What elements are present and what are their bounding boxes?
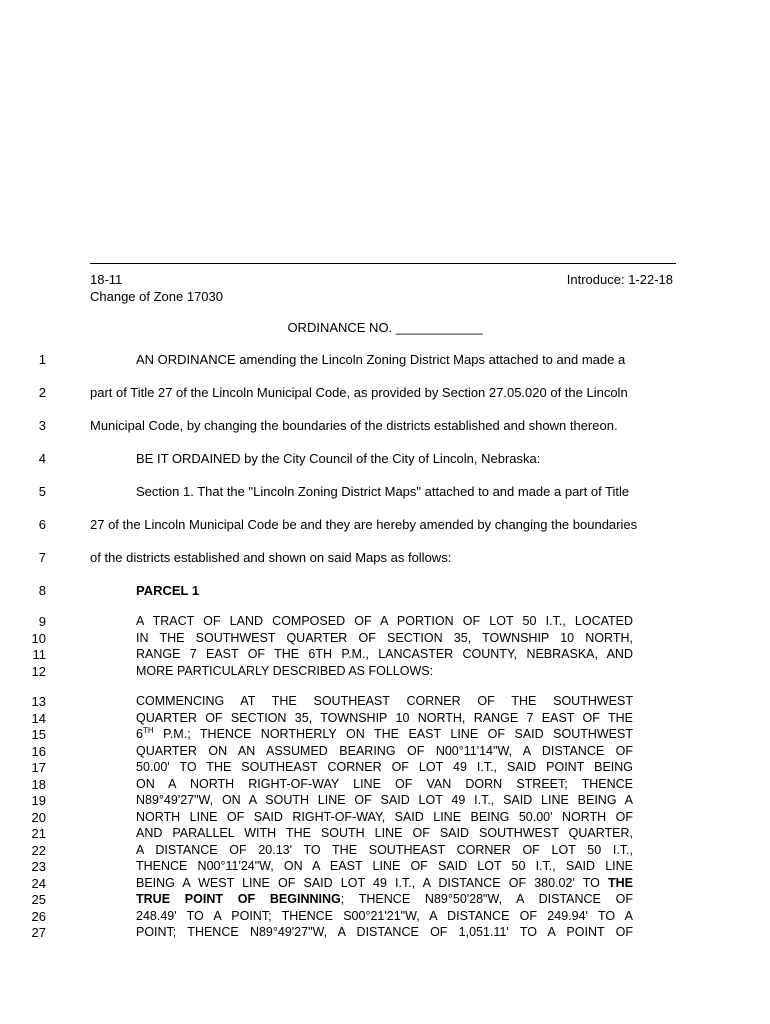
line-number: 8 [38, 583, 46, 598]
description-line: 50.00' TO THE SOUTHEAST CORNER OF LOT 49 I.T., SAID POINT BEING [136, 760, 633, 774]
body-line: of the districts established and shown on said Maps as follows: [90, 550, 452, 565]
top-rule [90, 263, 676, 264]
line-number: 15 [31, 727, 46, 742]
description-text: P.M.; THENCE NORTHERLY ON THE EAST LINE OF SAID SOUTHWEST [153, 727, 633, 741]
description-line: N89°49'27"W, ON A SOUTH LINE OF SAID LOT 49 I.T., SAID LINE BEING A [136, 793, 633, 807]
line-number: 19 [31, 793, 46, 808]
description-line: QUARTER OF SECTION 35, TOWNSHIP 10 NORTH, RANGE 7 EAST OF THE [136, 710, 633, 725]
description-line: THENCE N00°11'24"W, ON A EAST LINE OF SAID LOT 50 I.T., SAID LINE [136, 859, 633, 873]
description-line [136, 891, 633, 908]
description-text: BEING A WEST LINE OF SAID LOT 49 I.T., A DISTANCE OF 380.02' TO [136, 875, 608, 890]
introduce-date: Introduce: 1-22-18 [566, 272, 673, 287]
description-text: ; THENCE N89°50'28"W, A DISTANCE OF [340, 892, 633, 906]
description-line: 248.49' TO A POINT; THENCE S00°21'21"W, A DISTANCE OF 249.94' TO A [136, 908, 633, 923]
description-line: AND PARALLEL WITH THE SOUTH LINE OF SAID SOUTHWEST QUARTER, [136, 826, 633, 840]
tract-line: RANGE 7 EAST OF THE 6TH P.M., LANCASTER COUNTY, NEBRASKA, AND [136, 647, 633, 661]
body-line: AN ORDINANCE amending the Lincoln Zoning District Maps attached to and made a [136, 352, 626, 367]
description-line: POINT; THENCE N89°49'27"W, A DISTANCE OF 1,051.11' TO A POINT OF [136, 925, 633, 939]
body-line: 27 of the Lincoln Municipal Code be and they are hereby amended by changing the boundaries [90, 517, 638, 532]
description-line: QUARTER ON AN ASSUMED BEARING OF N00°11'14"W, A DISTANCE OF [136, 743, 633, 758]
doc-number: 18-11 [90, 272, 123, 287]
line-number: 26 [31, 908, 46, 924]
line-number: 9 [38, 614, 46, 629]
line-number: 20 [31, 809, 46, 825]
description-line: A DISTANCE OF 20.13' TO THE SOUTHEAST CORNER OF LOT 50 I.T., [136, 842, 633, 857]
tract-line: MORE PARTICULARLY DESCRIBED AS FOLLOWS: [136, 663, 434, 678]
line-number: 4 [38, 451, 46, 466]
line-number: 24 [31, 875, 46, 891]
line-number: 16 [31, 743, 46, 759]
description-line: ON A NORTH RIGHT-OF-WAY LINE OF VAN DORN STREET; THENCE [136, 776, 633, 791]
ordinance-title: ORDINANCE NO. ____________ [287, 320, 483, 335]
tract-line: IN THE SOUTHWEST QUARTER OF SECTION 35, TOWNSHIP 10 NORTH, [136, 630, 633, 645]
line-number: 10 [31, 630, 46, 646]
line-number: 17 [31, 760, 46, 775]
bold-text: THE [608, 875, 633, 890]
body-line: Municipal Code, by changing the boundaries of the districts established and shown thereon. [90, 418, 618, 433]
line-number: 18 [31, 776, 46, 792]
line-number: 14 [31, 710, 46, 726]
line-number: 5 [38, 484, 46, 499]
ordinal-number: 6 [136, 727, 143, 741]
ordinal-suffix: TH [142, 725, 154, 735]
line-number: 22 [31, 842, 46, 858]
body-line: BE IT ORDAINED by the City Council of the City of Lincoln, Nebraska: [136, 451, 541, 466]
tract-line: A TRACT OF LAND COMPOSED OF A PORTION OF LOT 50 I.T., LOCATED [136, 614, 633, 628]
line-number: 6 [38, 517, 46, 532]
body-line: Section 1. That the "Lincoln Zoning District Maps" attached to and made a part of Title [136, 484, 630, 499]
change-of-zone: Change of Zone 17030 [90, 289, 223, 304]
line-number: 1 [38, 352, 46, 367]
description-line: NORTH LINE OF SAID RIGHT-OF-WAY, SAID LINE BEING 50.00' NORTH OF [136, 809, 633, 824]
line-number: 7 [38, 550, 46, 565]
line-number: 13 [31, 694, 46, 709]
line-number: 11 [32, 647, 46, 662]
description-line [136, 875, 633, 892]
description-line [136, 726, 633, 743]
body-line: part of Title 27 of the Lincoln Municipal Code, as provided by Section 27.05.020 of the Lincoln [90, 385, 628, 400]
parcel-heading: PARCEL 1 [136, 583, 200, 598]
line-number: 12 [31, 663, 46, 679]
line-number: 2 [38, 385, 46, 400]
line-number: 23 [31, 859, 46, 874]
line-number: 25 [31, 892, 46, 907]
line-number: 21 [31, 826, 46, 841]
bold-text: TRUE POINT OF BEGINNING [136, 892, 341, 906]
line-number: 3 [38, 418, 46, 433]
line-number: 27 [31, 925, 46, 940]
description-line: COMMENCING AT THE SOUTHEAST CORNER OF THE SOUTHWEST [136, 694, 633, 708]
